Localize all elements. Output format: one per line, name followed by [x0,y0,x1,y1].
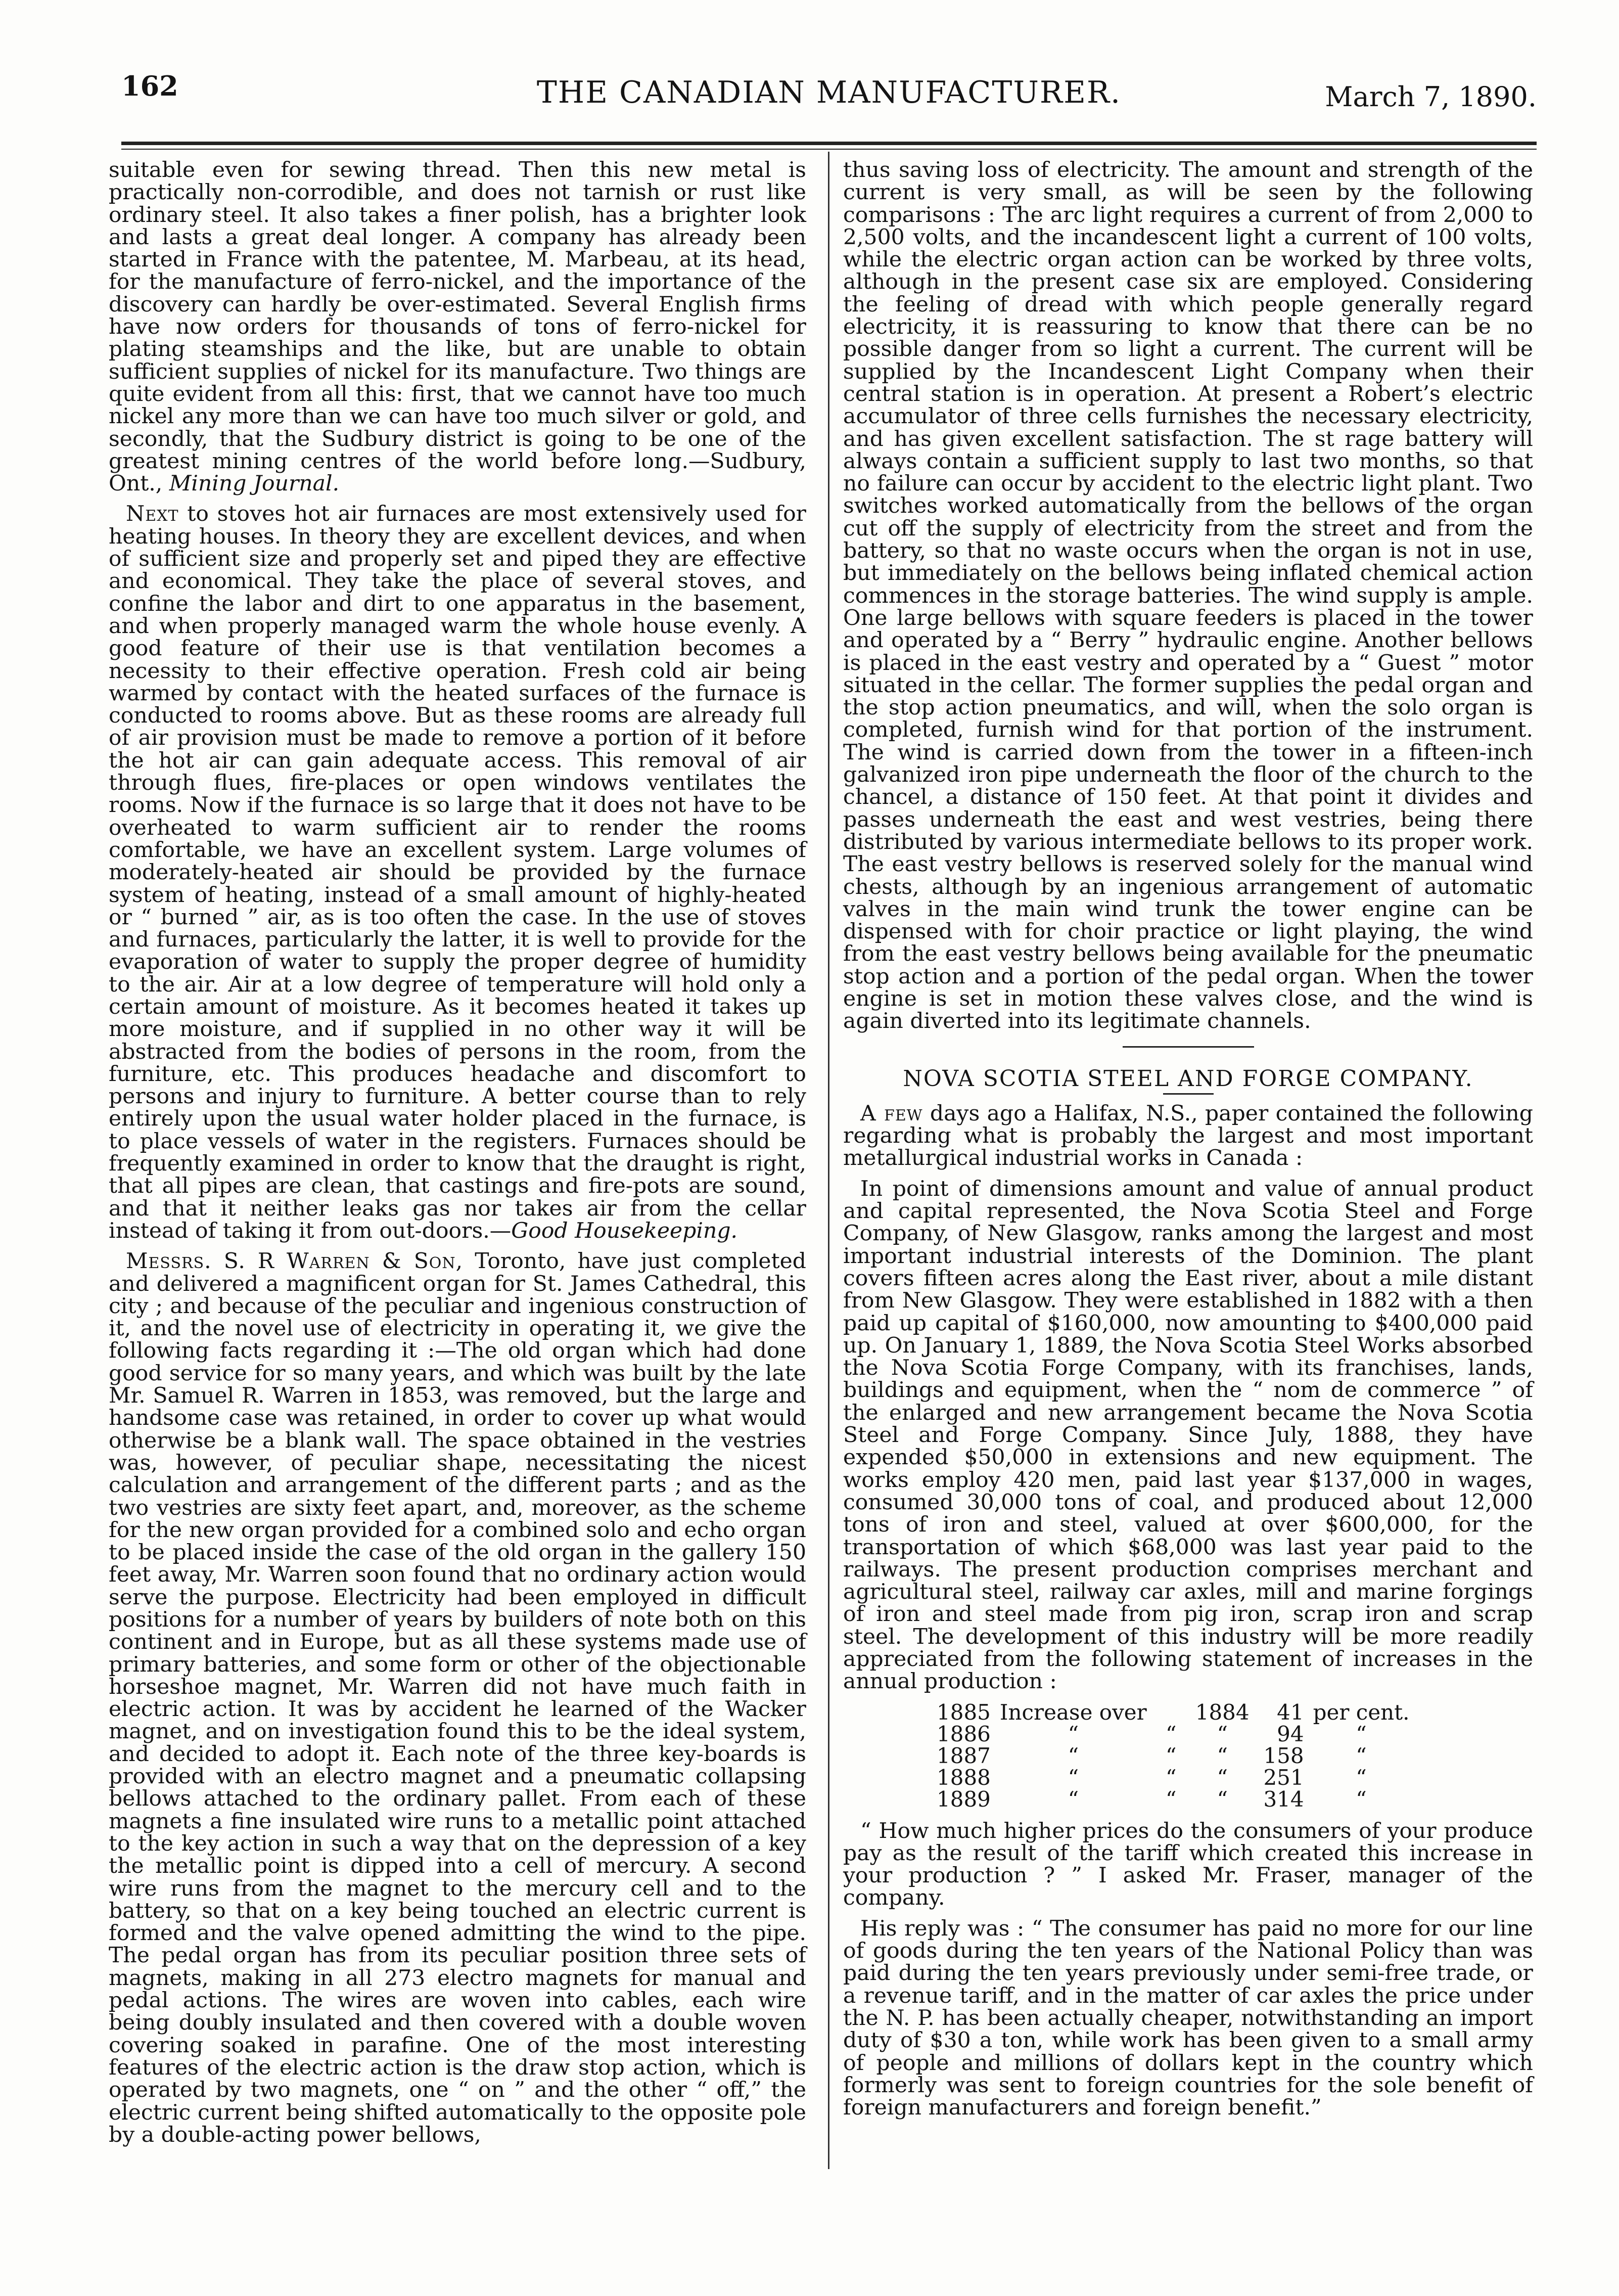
table-base-year: 1884 [1195,1699,1250,1725]
table-unit: “ [1356,1743,1367,1768]
intro-text: days ago a Halifax, N.S., paper contained the following regarding what is probably the largest and most important metallurgical industrial works in Canada : [843,1101,1533,1171]
organ-text: Toronto, have just completed and delivered a magnificent organ for St. James Cathedral, this city ; and because of the peculiar and ingenious construction of it, and the novel use of electricity in operating it, we give the following facts regarding it :—The old organ which had done good service for so many years, and which was built by the late Mr. Samuel R. Warren in 1853, was removed, but the large and handsome case was retained, in order to cover up what would otherwise be a blank wall. The space obtained in the vestries was, however, of peculiar shape, necessitating the nicest calculation and arrangement of the different parts ; and as the two vestries are sixty feet apart, and, moreover, as the scheme for the new organ provided for a combined solo and echo organ to be placed inside the case of the old organ in the gallery 150 feet away, Mr. Warren soon found that no ordinary action would serve the purpose. Electricity had been employed in difficult positions for a number of years by builders of note both on this continent and in Europe, but as all these systems made use of primary batteries, and some form or other of the objectionable horseshoe magnet, Mr. Warren did not have much faith in electric action. It was by accident he learned of the Wacker magnet, and on investigation found this to be the ideal system, and decided to adopt it. Each note of the three key-boards is provided with an electro magnet and a pneumatic collapsing bellows attached to the ordinary pallet. From each of these magnets a fine insulated wire runs to a metallic point attached to the key action in such a way that on the depression of a key the metallic point is dipped into a cell of mercury. A second wire runs from the magnet to the mercury cell and to the battery, so that on a key being touched an electric current is formed and the valve opened admitting the wind to the pipe. The pedal organ has from its peculiar position three sets of magnets, making in all 273 electro magnets for manual and pedal actions. The wires are woven into cables, each wire being doubly insulated and then covered with a double woven covering soaked in parafine. One of the most interesting features of the electric action is the draw stop action, which is operated by two magnets, one “ on ” and the other “ off,” the electric current being shifted automatically to the opposite pole by a double-acting power bellows, [109,1249,806,2147]
company-paragraph: In point of dimensions amount and value of annual product and capital represented, the Nova Scotia Steel and Forge Company, of New Glasgow, ranks among the largest and most important industrial interests of the Dominion. The plant covers fifteen acres along the East river, about a mile distant from New Glasgow. They were established in 1882 with a then paid up capital of $160,000, now amounting to $400,000 paid up. On January 1, 1889, the Nova Scotia Steel Works absorbed the Nova Scotia Forge Company, with its franchises, lands, buildings and equipment, when the “ nom de commerce ” of the enlarged and new arrangement became the Nova Scotia Steel and Forge Company. Since July, 1888, they have expended $50,000 in extensions and new equipment. The works employ 420 men, paid last year $137,000 in wages, consumed 30,000 tons of coal, and produced about 12,000 tons of iron and steel, valued at over $600,000, for the transportation of which $68,000 was last year paid to the railways. The present production comprises merchant and agricultural steel, railway car axles, mill and marine forgings of iron and steel made from pig iron, scrap iron and scrap steel. The development of this industry will be more readily appreciated from the following statement of increases in the annual production : [843,1176,1533,1694]
intro-paragraph [843,1103,1533,1170]
table-year: 1887 [937,1743,991,1768]
table-year: 1888 [937,1765,991,1790]
reply-paragraph: His reply was : “ The consumer has paid no more for our line of goods during the ten years of the National Policy than was paid during the ten years previously under semi-free trade, or a revenue tariff, and in the matter of car axles the price under the N. P. has been actually cheaper, notwithstanding an import duty of $30 a ton, while work has been given to a small army of people and millions of dollars kept in the country which formerly was sent to foreign countries for the sole benefit of foreign manufacturers and foreign benefit.” [843,1916,1533,2121]
table-unit: per cent. [1313,1699,1410,1725]
table-row [937,1767,1418,1788]
table-base-year: “ [1217,1786,1228,1812]
table-row [937,1723,1418,1745]
intro-lead: A few [860,1101,923,1126]
table-ditto [1156,1701,1195,1723]
table-ditto: “ [1165,1786,1177,1812]
furnace-paragraph [109,503,806,1242]
header-rule-light [121,149,1537,150]
table-row [937,1788,1418,1810]
table-label: Increase over [999,1699,1147,1725]
table-base-year: “ [1217,1765,1228,1790]
organ-lead: Messrs. S. R Warren & Son, [126,1249,464,1274]
table-ditto: “ [1165,1765,1177,1790]
table-year: 1885 [937,1699,991,1725]
table-value: 251 [1263,1765,1304,1790]
journal-title: THE CANADIAN MANUFACTURER. [536,75,1122,110]
table-label: “ [1068,1765,1079,1790]
table-value: 158 [1263,1743,1304,1768]
column-divider [828,152,829,2169]
table-unit: “ [1356,1786,1367,1812]
table-year: 1889 [937,1786,991,1812]
table-ditto: “ [1165,1721,1177,1746]
table-base-year: “ [1217,1743,1228,1768]
table-unit: “ [1356,1721,1367,1746]
title-rule [1163,1093,1214,1095]
table-label: “ [1068,1721,1079,1746]
table-value: 314 [1263,1786,1304,1812]
right-column [843,159,1533,2127]
section-divider [1123,1046,1254,1048]
table-label: “ [1068,1786,1079,1812]
furnace-source: Good Housekeeping. [511,1218,738,1243]
section-title: NOVA SCOTIA STEEL AND FORGE COMPANY. [903,1065,1473,1092]
header-rule-heavy [121,142,1537,145]
furnace-lead: Next [126,502,179,527]
table-row [937,1745,1418,1767]
page-number: 162 [121,70,178,102]
left-column [109,159,806,2154]
nickel-text: suitable even for sewing thread. Then this new metal is practically non-corrodible, and does not tarnish or rust like ordinary steel. It also takes a finer polish, has a brighter look and lasts a great deal longer. A company has already been started in France with the patentee, M. Marbeau, at its head, for the manufacture of ferro-nickel, and the importance of the discovery can hardly be over-estimated. Several English firms have now orders for thousands of tons of ferro-nickel for plating steamships and the like, but are unable to obtain sufficient supplies of nickel for its manufacture. Two things are quite evident from all this: first, that we cannot have too much nickel any more than we can have too much silver or gold, and secondly, that the Sudbury district is going to be one of the greatest mining centres of the world before long.—Sudbury, Ont., [109,158,806,497]
table-base-year: “ [1217,1721,1228,1746]
table-value: 41 [1277,1699,1304,1725]
nickel-source: Mining Journal. [169,471,340,497]
organ-paragraph [109,1250,806,2146]
question-paragraph: “ How much higher prices do the consumers of your produce pay as the result of the tariff which created this increase in your production ? ” I asked Mr. Fraser, manager of the company. [843,1818,1533,1911]
furnace-text: to stoves hot air furnaces are most extensively used for heating houses. In theory they are excellent devices, and when of sufficient size and properly set and piped they are effective and economical. They take the place of several stoves, and confine the labor and dirt to one apparatus in the basement, and when properly managed warm the whole house evenly. A good feature of their use is that ventilation becomes a necessity to their effective operation. Fresh cold air being warmed by contact with the heated surfaces of the furnace is conducted to rooms above. But as these rooms are already full of air provision must be made to remove a portion of it before the hot air can gain adequate access. This removal of air through flues, fire-places or open windows ventilates the rooms. Now if the furnace is so large that it does not have to be overheated to warm sufficient air to render the rooms comfortable, we have an excellent system. Large volumes of moderately-heated air should be provided by the furnace system of heating, instead of a small amount of highly-heated or “ burned ” air, as is too often the case. In the use of stoves and furnaces, particularly the latter, it is well to provide for the evaporation of water to supply the proper degree of humidity to the air. Air at a low degree of temperature will hold only a certain amount of moisture. As it becomes heated it takes up more moisture, and if supplied in no other way it will be abstracted from the bodies of persons in the room, from the furniture, etc. This produces headache and discomfort to persons and injury to furniture. A better course than to rely entirely upon the usual water holder placed in the furnace, is to place vessels of water in the registers. Furnaces should be frequently examined in order to know that the draught is right, that all pipes are clean, that castings and fire-pots are sound, and that it neither leaks gas nor takes air from the cellar instead of taking it from out-doors.— [109,502,806,1243]
table-label: “ [1068,1743,1079,1768]
organ-continued-paragraph: thus saving loss of electricity. The amount and strength of the current is very small, as will be seen by the following comparisons : The arc light requires a current of from 2,000 to 2,500 volts, and the incandescent light a current of 100 volts, while the electric organ action can be worked by three volts, although in the present case six are employed. Considering the feeling of dread with which people generally regard electricity, it is reassuring to know that there can be no possible danger from so light a current. The current will be supplied by the Incandescent Light Company when their central station is in operation. At present a Robert’s electric accumulator of three cells furnishes the necessary electricity, and has given excellent satisfaction. The st rage battery will always contain a sufficient supply to last two months, so that no failure can occur by accident to the electric light plant. Two switches worked automatically from the bellows of the organ cut off the supply of electricity from the street and from the battery, so that no waste occurs when the organ is not in use, but immediately on the bellows being inflated chemical action commences in the storage batteries. The wind supply is ample. One large bellows with square feeders is placed in the tower and operated by a “ Berry ” hydraulic engine. Another bellows is placed in the east vestry and operated by a “ Guest ” motor situated in the cellar. The former supplies the pedal organ and the stop action pneumatics, and will, when the solo organ is completed, furnish wind for that portion of the instrument. The wind is carried down from the tower in a fifteen-inch galvanized iron pipe underneath the floor of the church to the chancel, a distance of 150 feet. At that point it divides and passes underneath the east and west vestries, being there distributed by various intermediate bellows to its proper work. The east vestry bellows is reserved solely for the manual wind chests, although by an ingenious arrangement of automatic valves in the main wind trunk the tower engine can be dispensed with for choir practice or light playing, the wind from the east vestry bellows being available for the pneumatic stop action and a portion of the pedal organ. When the tower engine is set in motion these valves close, and the wind is again diverted into its legitimate channels. [843,158,1533,1034]
page-header [121,61,1537,137]
table-value: 94 [1277,1721,1304,1746]
table-ditto: “ [1165,1743,1177,1768]
issue-date: March 7, 1890. [1325,81,1537,113]
nickel-paragraph [109,159,806,495]
table-unit: “ [1356,1765,1367,1790]
table-year: 1886 [937,1721,991,1746]
table-row [937,1701,1418,1723]
increase-table [937,1701,1418,1810]
